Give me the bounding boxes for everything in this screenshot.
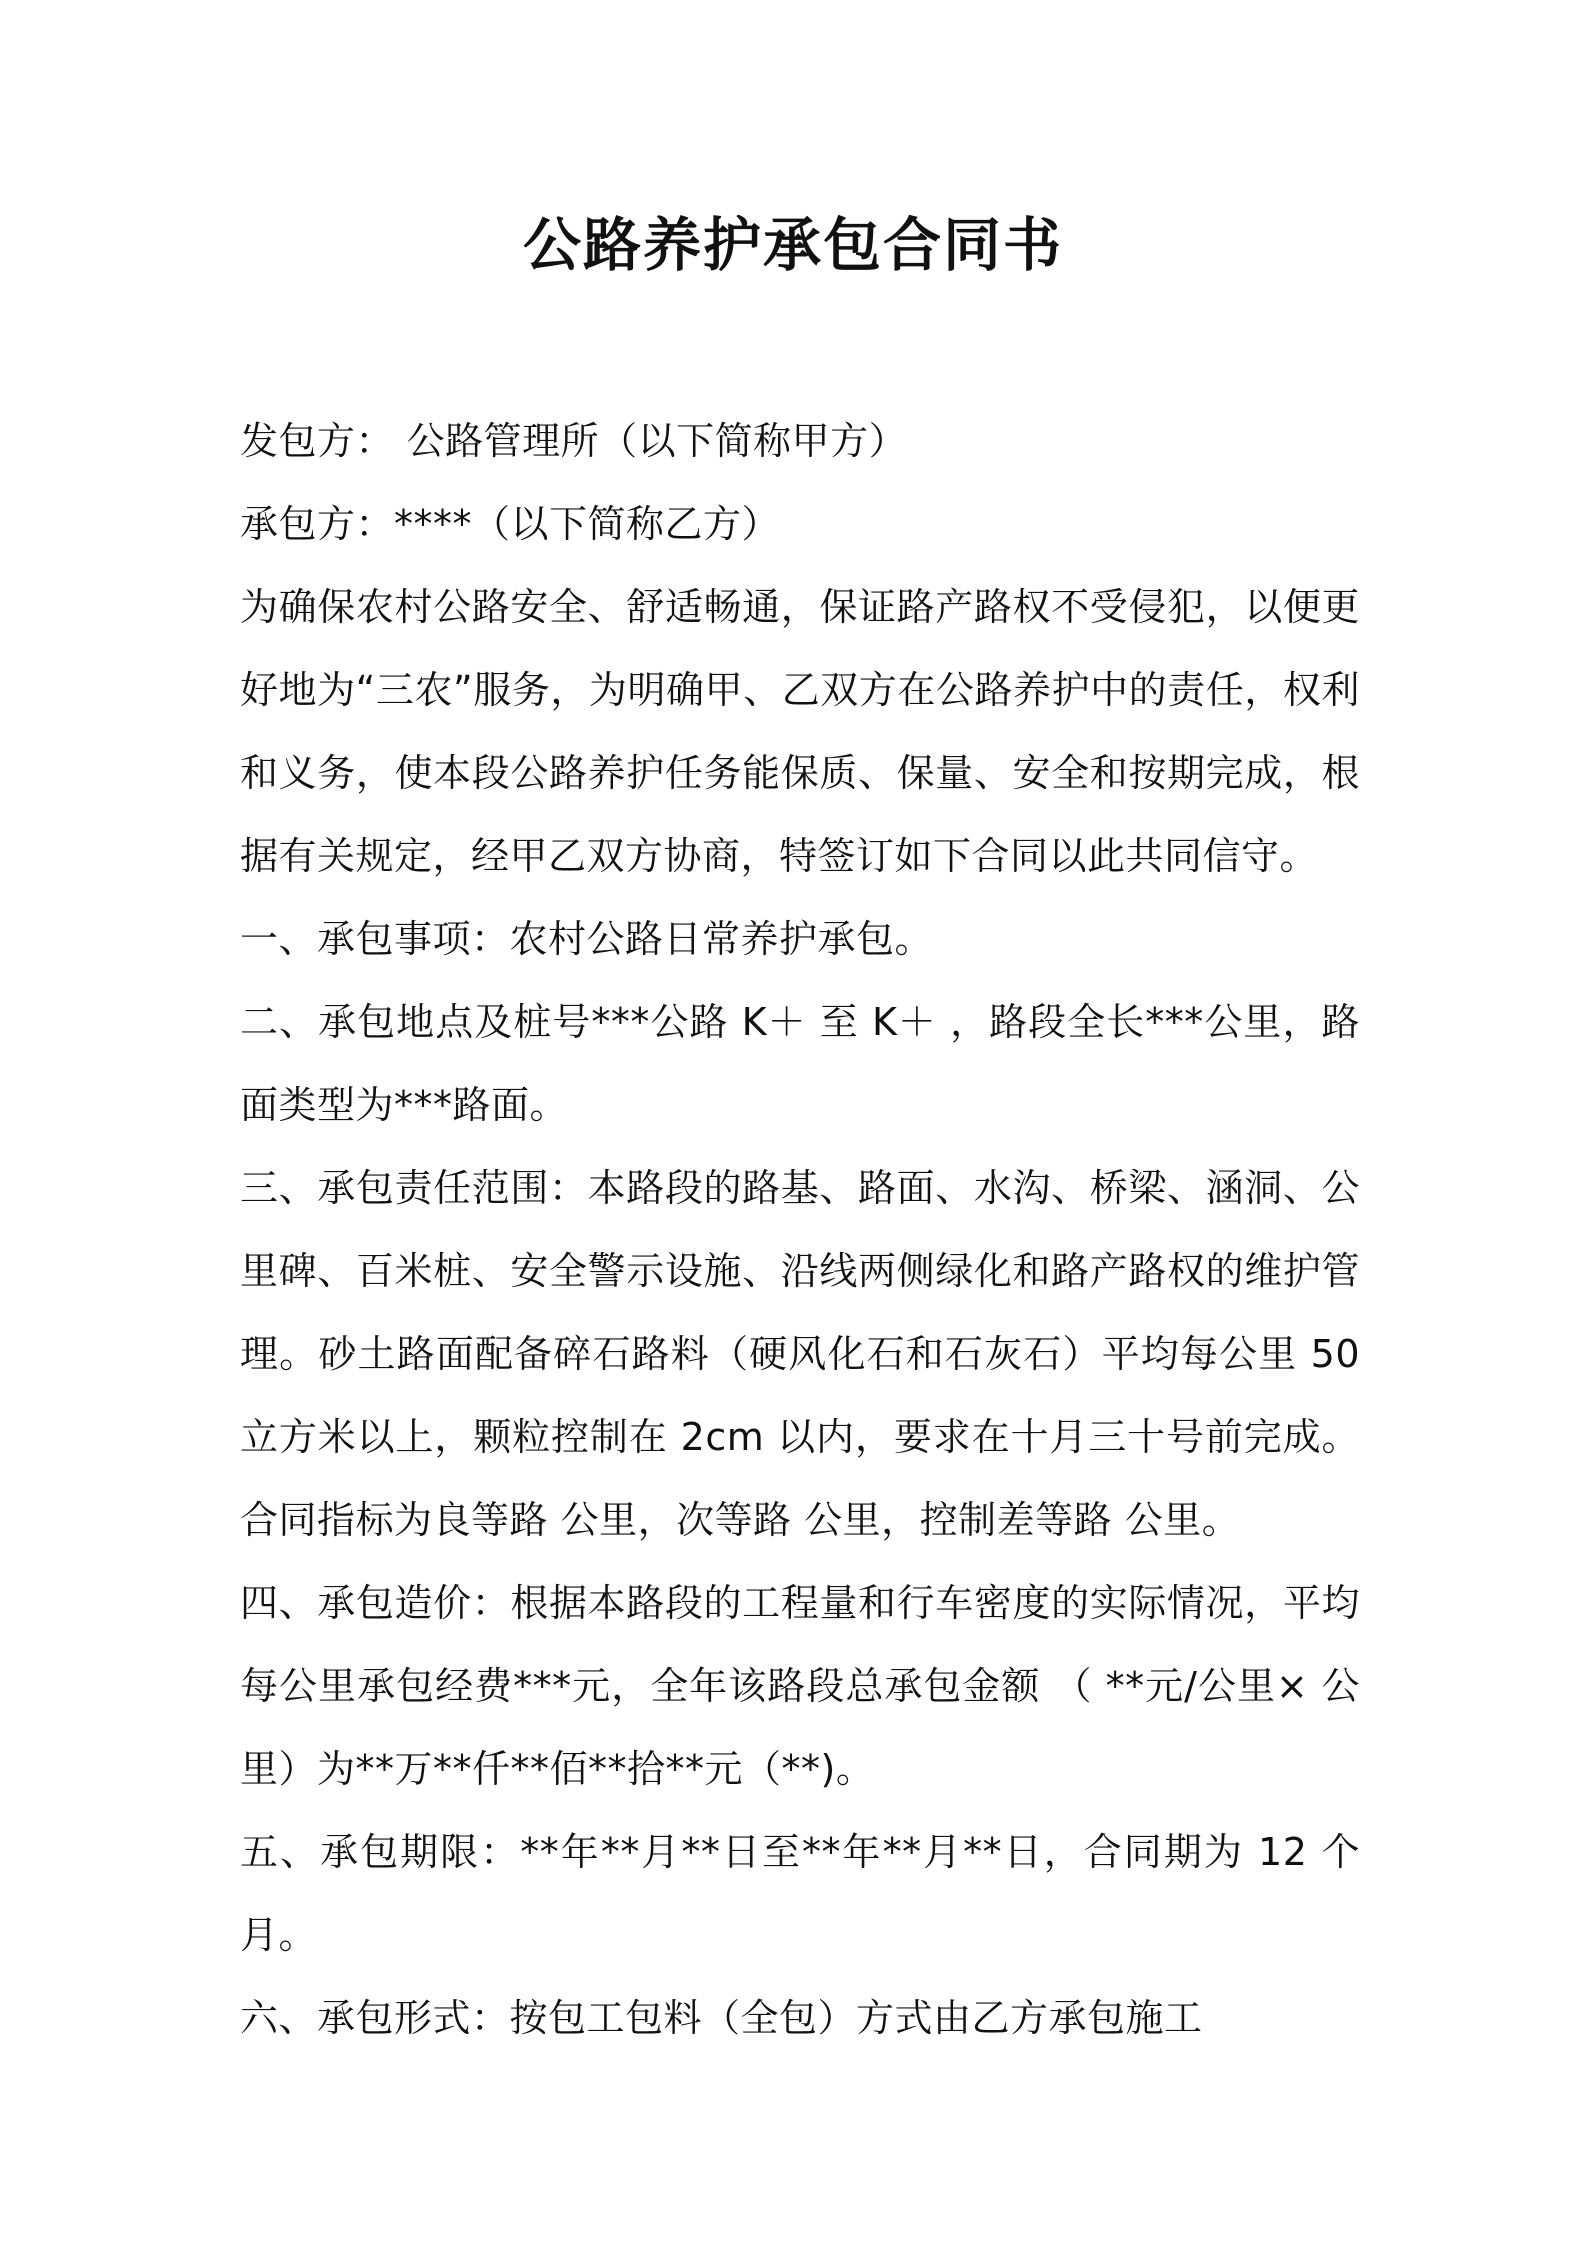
clause-3-responsibility: 三、承包责任范围：本路段的路基、路面、水沟、桥梁、涵洞、公里碑、百米桩、安全警示设施、沿线两侧绿化和路产路权的维护管理。砂土路面配备碎石路料（硬风化石和石灰石）平均每公里 50 立方米以上，颗粒控制在 2cm 以内，要求在十月三十号前完成。合同指标为良等路 公里，次等路 公里，控制差等路 公里。 (240, 1166, 1360, 1542)
party-b-line: 承包方：****（以下简称乙方） (240, 502, 781, 546)
party-a-line: 发包方： 公路管理所（以下简称甲方） (240, 419, 908, 463)
clause-1-scope: 一、承包事项：农村公路日常养护承包。 (240, 917, 934, 961)
document-body (240, 400, 1360, 2060)
clause-2-location: 二、承包地点及桩号***公路 K＋ 至 K＋ ，路段全长***公里，路面类型为***路面。 (240, 1000, 1360, 1127)
clause-4-cost: 四、承包造价：根据本路段的工程量和行车密度的实际情况，平均每公里承包经费***元，全年该路段总承包金额 （ **元/公里× 公里）为**万**仟**佰**拾**元（**)。 (240, 1581, 1360, 1791)
preamble-paragraph: 为确保农村公路安全、舒适畅通，保证路产路权不受侵犯，以便更好地为“三农”服务，为明确甲、乙双方在公路养护中的责任，权利和义务，使本段公路养护任务能保质、保量、安全和按期完成，根据有关规定，经甲乙双方协商，特签订如下合同以此共同信守。 (240, 585, 1360, 878)
document-title: 公路养护承包合同书 (522, 211, 1063, 279)
clause-5-term: 五、承包期限：**年**月**日至**年**月**日，合同期为 12 个月。 (240, 1830, 1360, 1957)
clause-6-form: 六、承包形式：按包工包料（全包）方式由乙方承包施工 (240, 1996, 1203, 2040)
